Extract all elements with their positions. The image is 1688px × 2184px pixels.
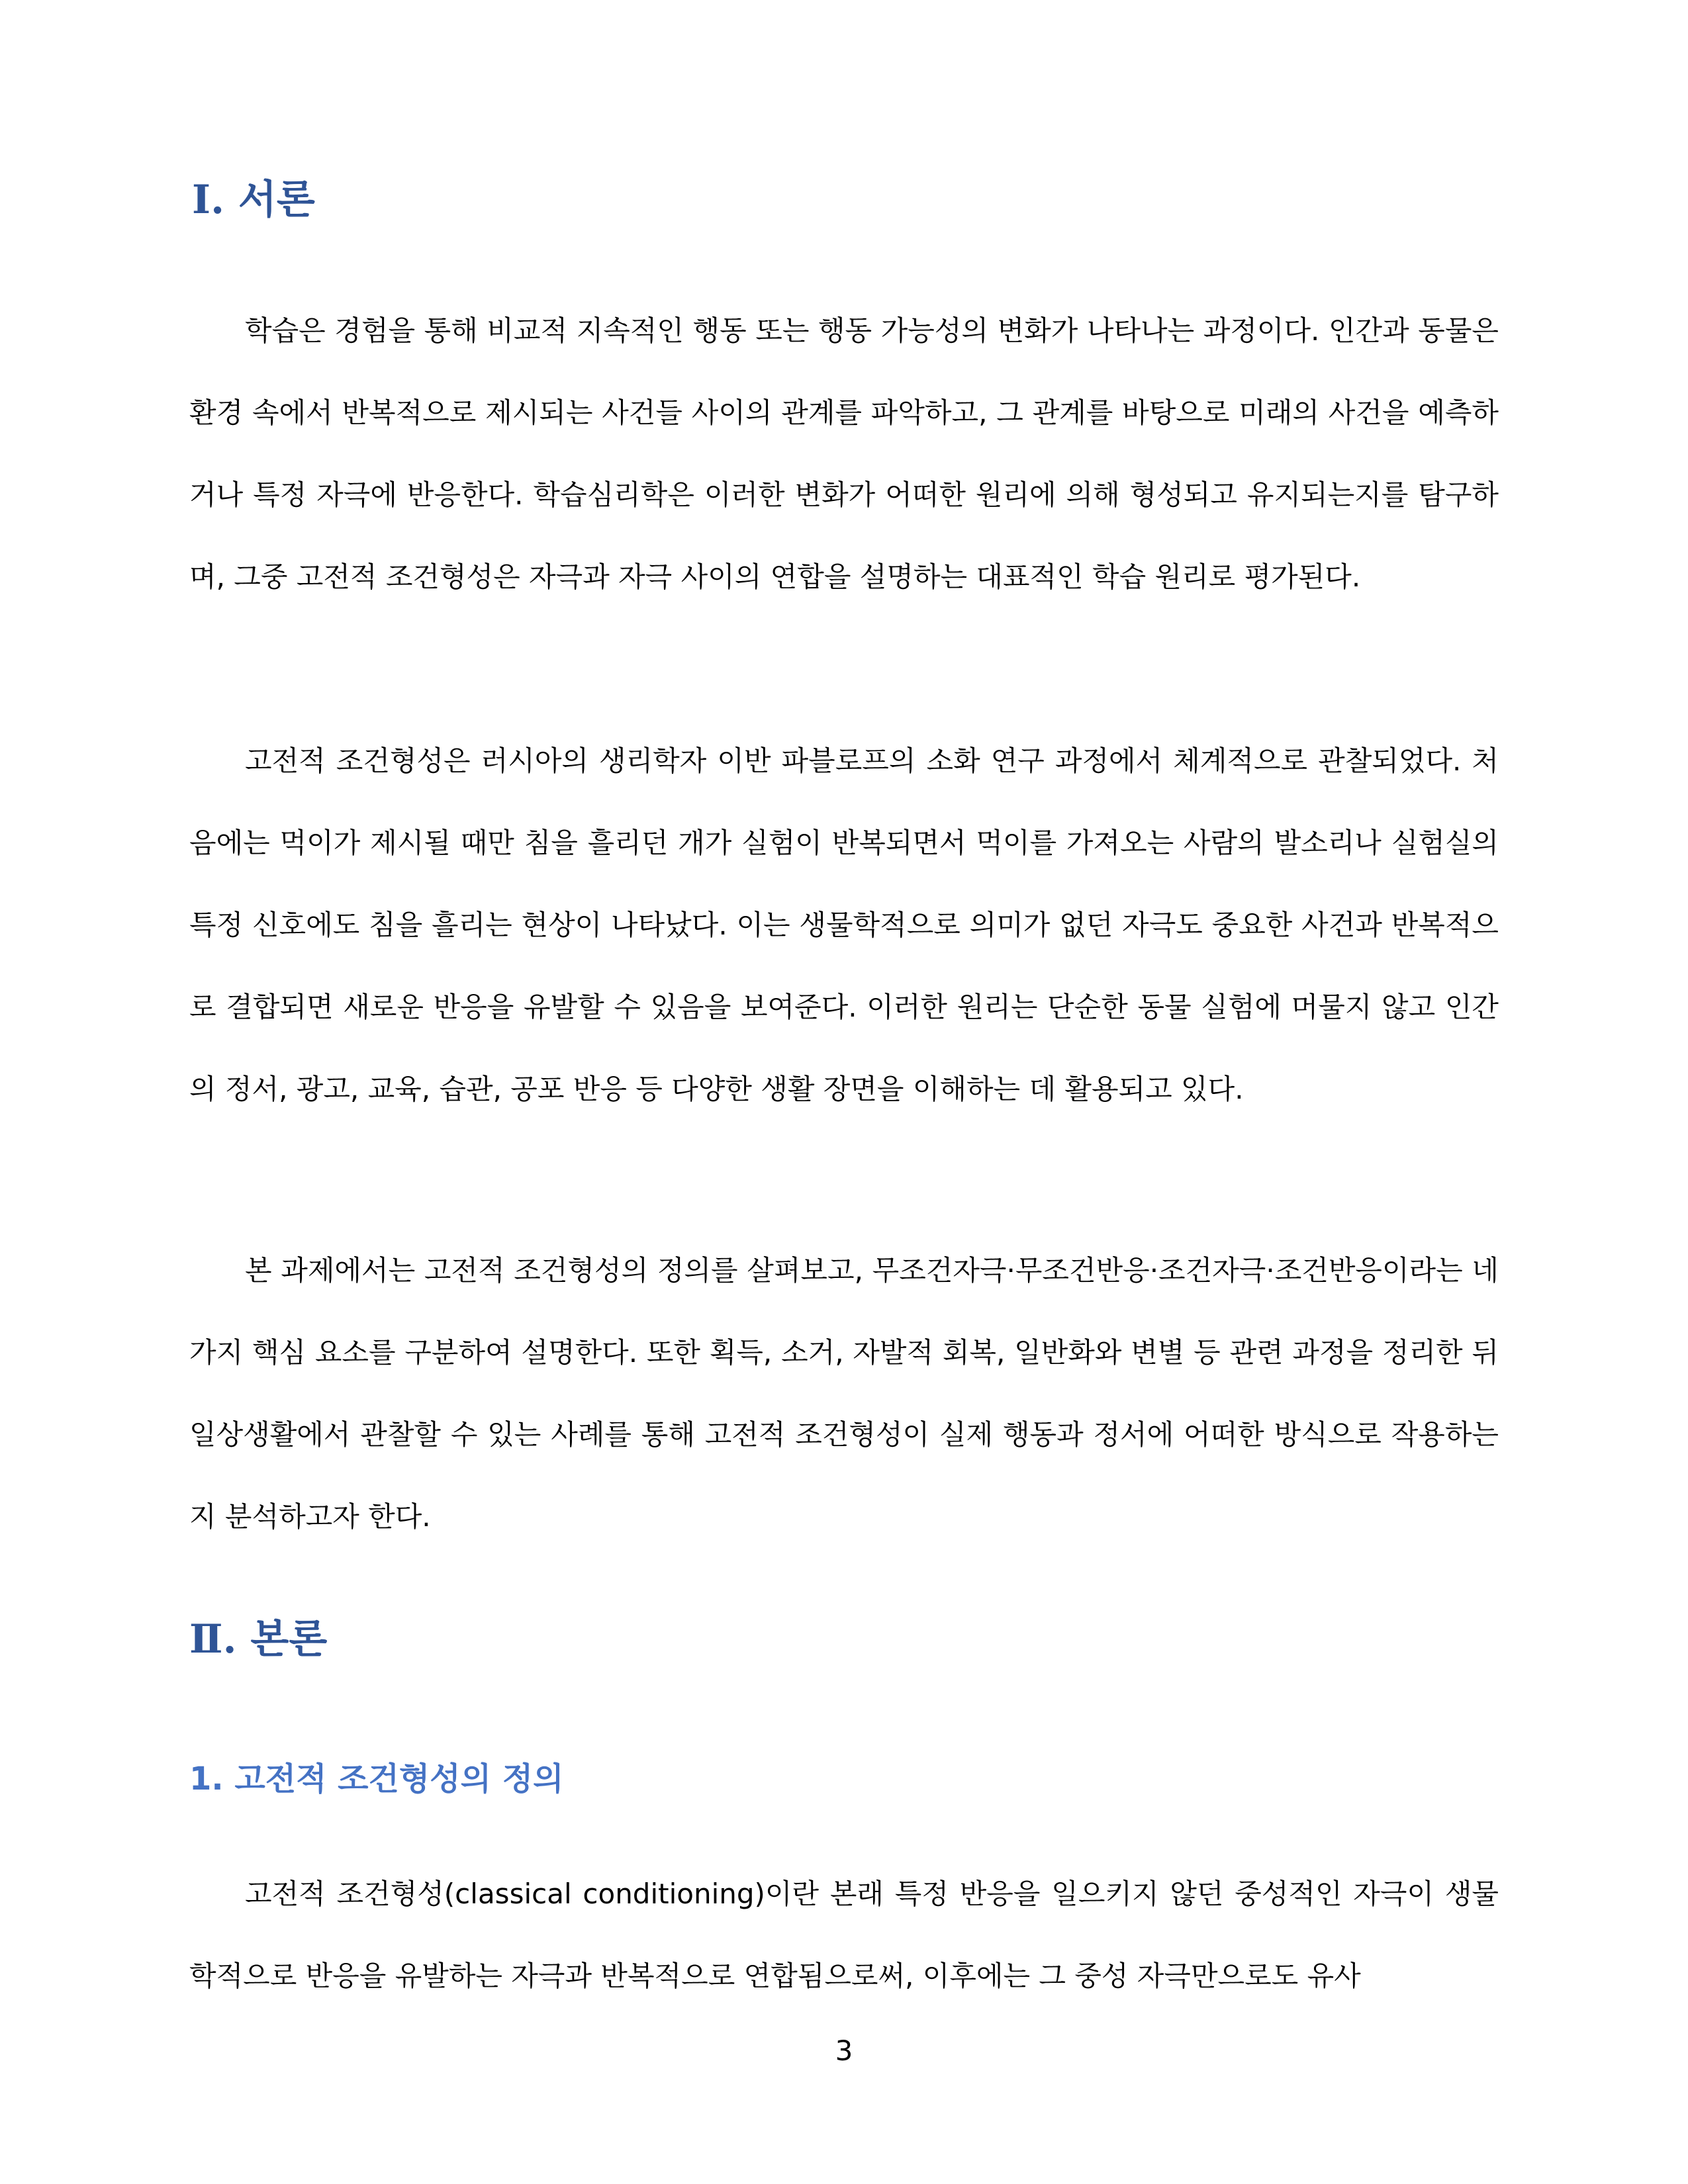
section-1-heading (192, 177, 315, 223)
section-2-heading (189, 1616, 328, 1662)
section-2-number: Ⅱ. (189, 1616, 237, 1662)
section-1-number: Ⅰ. (192, 177, 224, 223)
definition-paragraph: 고전적 조건형성(classical conditioning)이란 본래 특정 반응을 일으키지 않던 중성적인 자극이 생물학적으로 반응을 유발하는 자극과 반복적으로 연합됨으로써, 이후에는 그 중성 자극만으로도 유사 (189, 1878, 1499, 1992)
intro-paragraph-2: 고전적 조건형성은 러시아의 생리학자 이반 파블로프의 소화 연구 과정에서 체계적으로 관찰되었다. 처음에는 먹이가 제시될 때만 침을 흘리던 개가 실험이 반복되면서 먹이를 가져오는 사람의 발소리나 실험실의 특정 신호에도 침을 흘리는 현상이 나타났다. 이는 생물학적으로 의미가 없던 자극도 중요한 사건과 반복적으로 결합되면 새로운 반응을 유발할 수 있음을 보여준다. 이러한 원리는 단순한 동물 실험에 머물지 않고 인간의 정서, 광고, 교육, 습관, 공포 반응 등 다양한 생활 장면을 이해하는 데 활용되고 있다. (189, 745, 1499, 1105)
intro-paragraph-3: 본 과제에서는 고전적 조건형성의 정의를 살펴보고, 무조건자극·무조건반응·조건자극·조건반응이라는 네 가지 핵심 요소를 구분하여 설명한다. 또한 획득, 소거, 자발적 회복, 일반화와 변별 등 관련 과정을 정리한 뒤 일상생활에서 관찰할 수 있는 사례를 통해 고전적 조건형성이 실제 행동과 정서에 어떠한 방식으로 작용하는지 분석하고자 한다. (189, 1254, 1499, 1533)
section-1-title: 서론 (238, 177, 315, 223)
intro-paragraph-1: 학습은 경험을 통해 비교적 지속적인 행동 또는 행동 가능성의 변화가 나타나는 과정이다. 인간과 동물은 환경 속에서 반복적으로 제시되는 사건들 사이의 관계를 파악하고, 그 관계를 바탕으로 미래의 사건을 예측하거나 특정 자극에 반응한다. 학습심리학은 이러한 변화가 어떠한 원리에 의해 형성되고 유지되는지를 탐구하며, 그중 고전적 조건형성은 자극과 자극 사이의 연합을 설명하는 대표적인 학습 원리로 평가된다. (189, 314, 1499, 593)
page-number: 3 (835, 2034, 853, 2067)
subsection-1-heading: 1. 고전적 조건형성의 정의 (189, 1760, 564, 1797)
section-2-title: 본론 (250, 1616, 328, 1662)
